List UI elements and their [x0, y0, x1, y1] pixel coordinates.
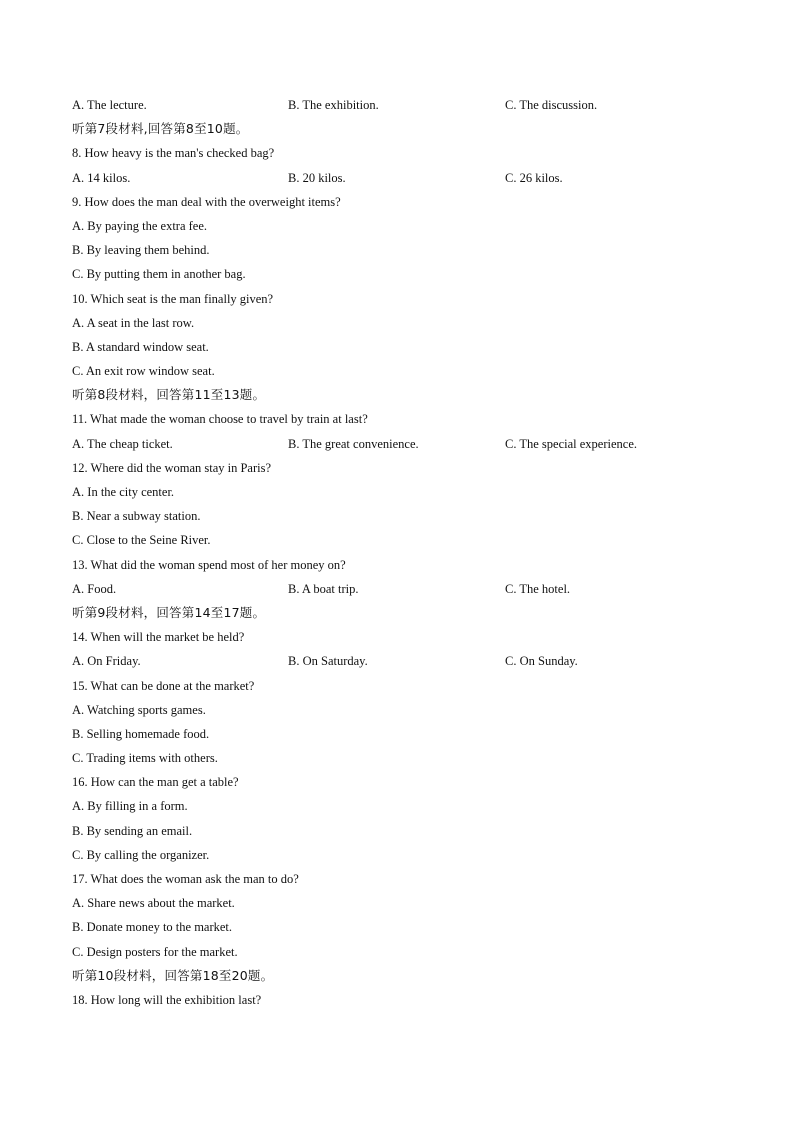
question: 18. How long will the exhibition last?	[72, 992, 262, 1007]
option: A. By paying the extra fee.	[72, 218, 208, 233]
options-row	[72, 93, 732, 117]
option-c: C. The special experience.	[505, 436, 638, 451]
question: 9. How does the man deal with the overweight items?	[72, 194, 341, 209]
option: B. A standard window seat.	[72, 339, 209, 354]
option: C. Design posters for the market.	[72, 944, 238, 959]
section-heading: 听第8段材料，回答第11至13题。	[72, 387, 266, 403]
options-row	[72, 649, 732, 673]
option-b: B. A boat trip.	[288, 581, 359, 596]
option-c: C. The hotel.	[505, 581, 571, 596]
section-heading: 听第7段材料,回答第8至10题。	[72, 121, 249, 137]
option: C. By putting them in another bag.	[72, 267, 246, 282]
option-a: A. The cheap ticket.	[72, 436, 173, 451]
question: 14. When will the market be held?	[72, 630, 245, 645]
question: 15. What can be done at the market?	[72, 678, 255, 693]
option-c: C. 26 kilos.	[505, 170, 563, 185]
question: 17. What does the woman ask the man to do?	[72, 872, 299, 886]
option: A. By filling in a form.	[72, 799, 188, 814]
option: A. Watching sports games.	[72, 702, 206, 717]
option: B. Donate money to the market.	[72, 920, 233, 935]
section-heading: 听第9段材料，回答第14至17题。	[72, 604, 266, 620]
option: A. A seat in the last row.	[72, 315, 195, 330]
option: B. By sending an email.	[72, 823, 193, 838]
option-a: A. Food.	[72, 581, 117, 596]
option: C. Trading items with others.	[72, 751, 218, 766]
option-a: A. On Friday.	[72, 654, 141, 669]
option: C. An exit row window seat.	[72, 364, 215, 379]
option-b: B. The exhibition.	[288, 98, 379, 112]
option-a: A. 14 kilos.	[72, 170, 131, 185]
question: 13. What did the woman spend most of her money on?	[72, 557, 346, 572]
exam-page	[72, 93, 732, 1012]
option: C. Close to the Seine River.	[72, 533, 211, 548]
option-c: C. On Sunday.	[505, 654, 578, 669]
question: 10. Which seat is the man finally given?	[72, 291, 274, 306]
option-a: A. The lecture.	[72, 98, 147, 112]
options-row	[72, 166, 732, 190]
option: B. Selling homemade food.	[72, 726, 210, 741]
option-b: B. The great convenience.	[288, 436, 419, 451]
question: 16. How can the man get a table?	[72, 775, 239, 790]
option-b: B. 20 kilos.	[288, 170, 346, 185]
option: A. In the city center.	[72, 485, 175, 499]
option-c: C. The discussion.	[505, 98, 598, 112]
option: B. Near a subway station.	[72, 509, 201, 524]
question: 8. How heavy is the man's checked bag?	[72, 146, 275, 161]
option: A. Share news about the market.	[72, 896, 235, 911]
options-row	[72, 432, 732, 456]
option-b: B. On Saturday.	[288, 654, 368, 669]
question: 12. Where did the woman stay in Paris?	[72, 460, 272, 475]
option: C. By calling the organizer.	[72, 847, 210, 862]
option: B. By leaving them behind.	[72, 243, 210, 258]
section-heading: 听第10段材料，回答第18至20题。	[72, 967, 274, 983]
options-row	[72, 577, 732, 601]
question: 11. What made the woman choose to travel by train at last?	[72, 412, 368, 427]
